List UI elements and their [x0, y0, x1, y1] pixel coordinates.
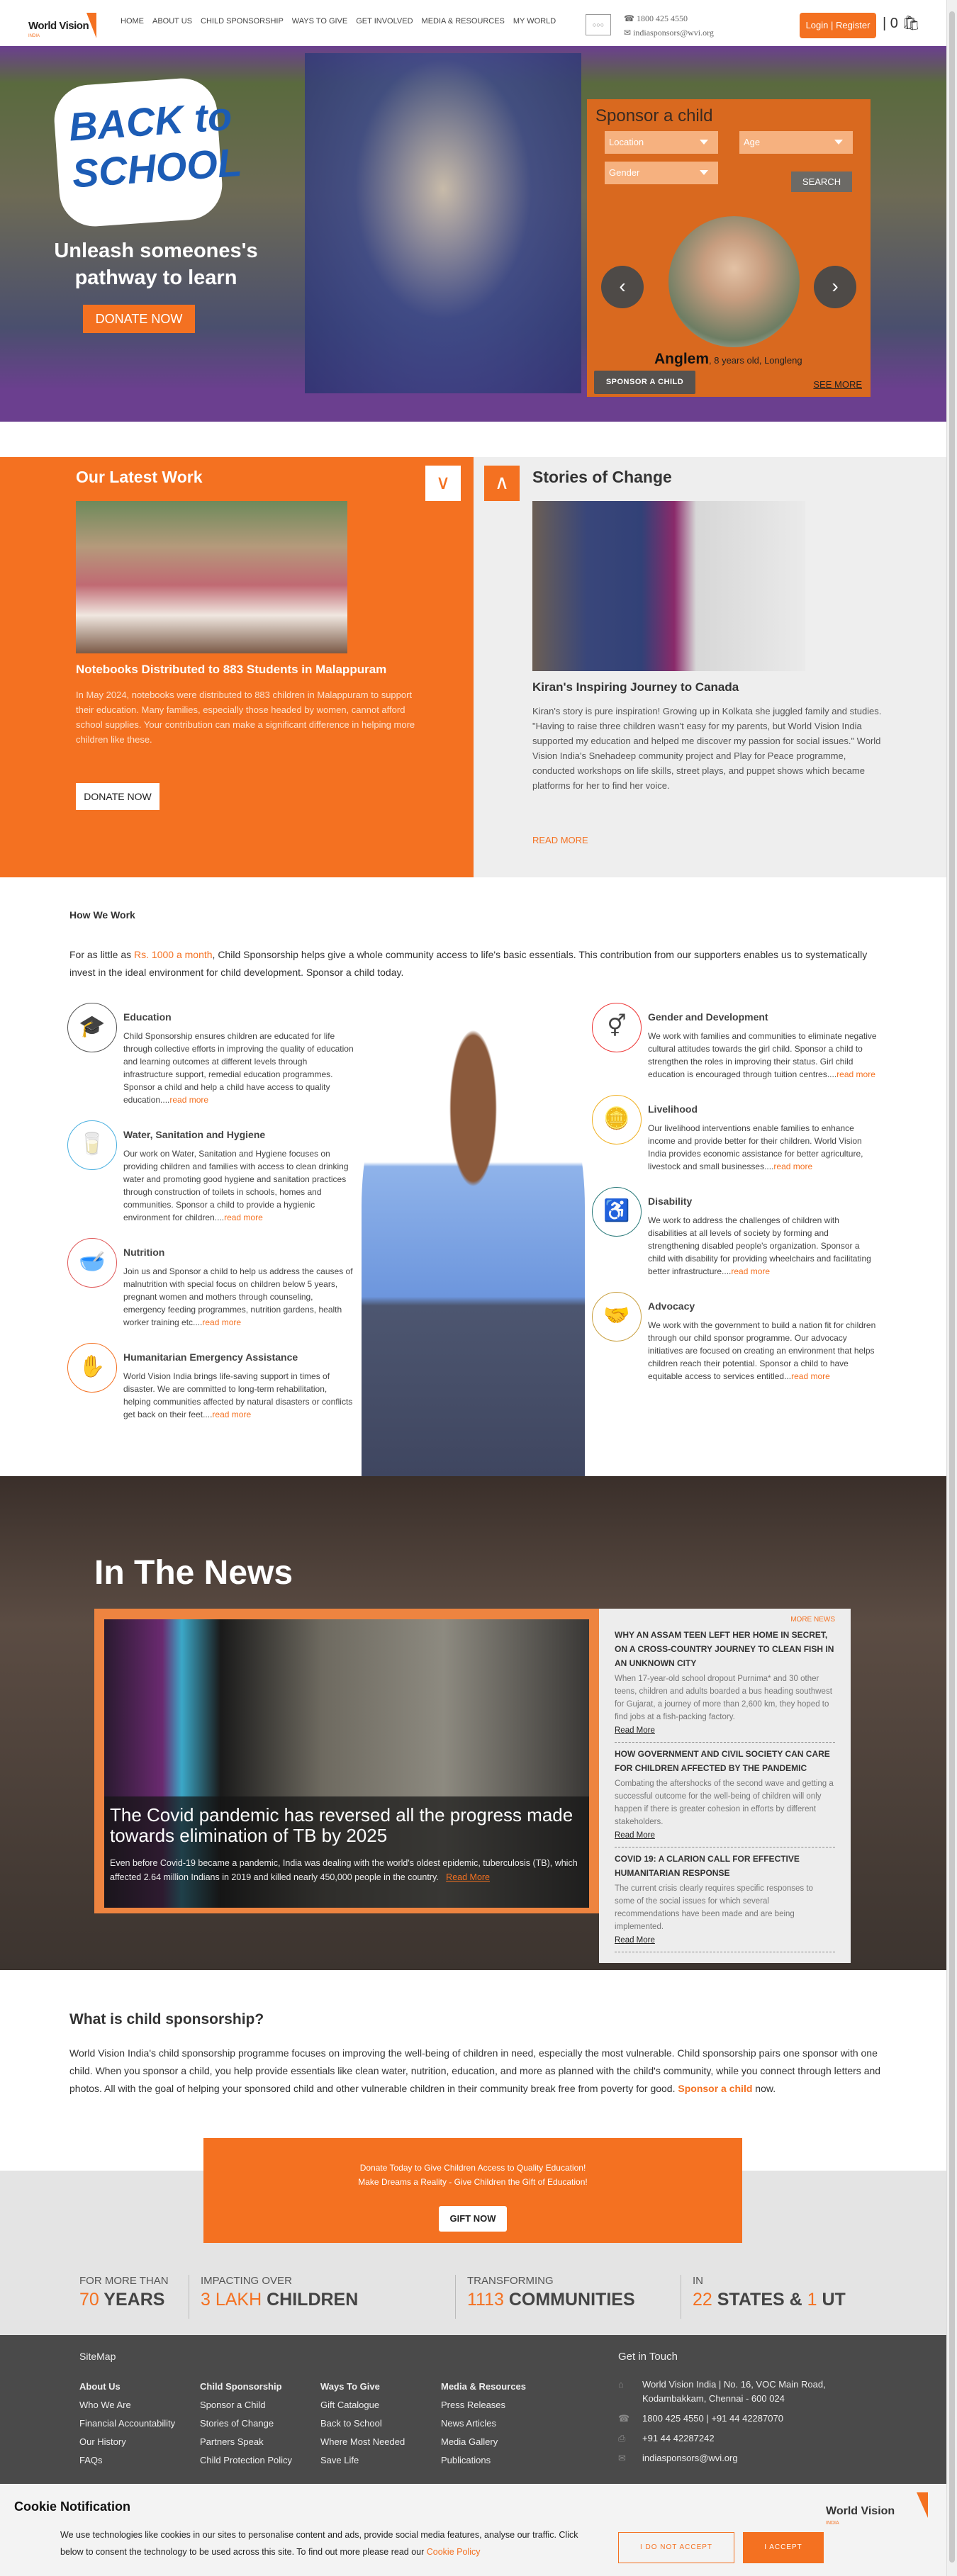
nav-my-world[interactable]: MY WORLD — [513, 17, 556, 26]
work-area-item: ✋ Humanitarian Emergency Assistance World Vision India brings life-saving support in times of disaster. We are committed to long-term rehabilitation, helping communities affected by natural disasters or conflicts get back on their feet....read more — [67, 1343, 354, 1421]
latest-work-article-title[interactable]: Notebooks Distributed to 883 Students in Malappuram — [76, 663, 387, 676]
more-menu-button[interactable]: ○○○ — [586, 14, 611, 35]
donate-now-button[interactable]: DONATE NOW — [76, 783, 160, 810]
news-list-item: HOW GOVERNMENT AND CIVIL SOCIETY CAN CARE FOR CHILDREN AFFECTED BY THE PANDEMIC Combating the aftershocks of the second wave and getting a successful outcome for the well-being of children will only happen if there is greater cohesion in efforts by different stakeholders. Read More — [615, 1743, 835, 1847]
stories-title: Stories of Change — [532, 468, 672, 486]
footer-link[interactable]: Media Gallery — [441, 2436, 498, 2447]
donate-banner: Donate Today to Give Children Access to Quality Education! Make Dreams a Reality - Give Children the Gift of Education! GIFT NOW — [203, 2138, 742, 2243]
work-area-item: 🎓 Education Child Sponsorship ensures children are educated for life through collective efforts in improving the quality of education and learning outcomes at different levels through infrastructure support, remedial education programmes. Sponsor a child and help a child have access to quality education....read more — [67, 1003, 354, 1106]
nav-get-involved[interactable]: GET INVOLVED — [356, 17, 413, 26]
sponsor-title: Sponsor a child — [595, 106, 713, 125]
fax-icon: ⎙ — [618, 2433, 626, 2443]
page-scrollbar[interactable] — [946, 0, 957, 2576]
phone-icon: ☎ — [618, 2413, 630, 2424]
footer-link[interactable]: Who We Are — [79, 2400, 131, 2410]
cookie-policy-link[interactable]: Cookie Policy — [426, 2547, 481, 2557]
latest-work-article-body: In May 2024, notebooks were distributed to 883 children in Malappuram to support their education. Many families, especially those headed by women, cannot afford school supplies. Your contribution can make a significant difference in helping more children like these. — [76, 690, 415, 745]
next-arrow-icon[interactable]: › — [814, 266, 856, 308]
stat-years: FOR MORE THAN 70 YEARS — [79, 2275, 169, 2310]
latest-work-image — [76, 501, 347, 653]
footer-phone: ☎ 1800 425 4550 | +91 44 42287070 — [618, 2412, 783, 2426]
stories-image — [532, 501, 805, 671]
latest-work-section — [0, 457, 474, 877]
footer-link[interactable]: News Articles — [441, 2418, 497, 2429]
cart-count: 0 — [890, 16, 898, 31]
footer-link[interactable]: Publications — [441, 2455, 491, 2465]
work-area-item: 🪙 Livelihood Our livelihood interventions enable families to enhance income and provide better for their children. World Vision India provides economic assistance for better agriculture, livestock and small businesses....read more — [592, 1095, 879, 1173]
mail-icon: ✉ — [624, 28, 634, 38]
more-news-panel — [599, 1609, 851, 1963]
login-register-button[interactable]: Login | Register — [800, 13, 876, 38]
cart[interactable]: | 0 🛍 — [883, 16, 920, 31]
featured-read-more-link[interactable]: Read More — [446, 1872, 491, 1882]
work-area-item: ♿ Disability We work to address the challenges of children with disabilities at all levels of society by forming and strengthening disabled people's organization. Sponsor a child with disability for providing wheelchairs and facilitating better infrastructure....read more — [592, 1187, 879, 1278]
footer-email[interactable]: ✉ indiasponsors@wvi.org — [618, 2451, 738, 2465]
work-areas-left-column — [67, 1003, 354, 1421]
work-area-item: 🤝 Advocacy We work with the government to build a nation fit for children through our child sponsor programme. Our advocacy initiatives are focused on creating an environment that helps children reach their potential. Sponsor a child to have equitable access to services entitled...read more — [592, 1292, 879, 1383]
hero-children-image — [305, 53, 581, 393]
how-we-work-intro: For as little as Rs. 1000 a month, Child Sponsorship helps give a whole community access to life's basic essentials. This contribution from our supporters enables us to systematically invest in the ideal environment for child development. Sponsor a child today. — [69, 949, 868, 978]
footer-link[interactable]: Back to School — [320, 2418, 382, 2429]
work-area-icon: ⚥ — [592, 1003, 642, 1052]
decline-cookies-button[interactable]: I DO NOT ACCEPT — [618, 2532, 734, 2563]
chevron-down-icon — [700, 170, 708, 175]
cookie-text: We use technologies like cookies in our sites to personalise content and ads, provide social media features, analyse our traffic. Click below to consent the technology to be used across this site. To find out more please read our Cookie Policy — [60, 2530, 578, 2557]
read-more-link[interactable]: Read More — [615, 1831, 655, 1840]
what-is-sponsorship-title: What is child sponsorship? — [69, 2011, 264, 2027]
nav-about-us[interactable]: ABOUT US — [152, 17, 193, 26]
back-to-school-badge: BACK to SCHOOL — [52, 76, 224, 229]
search-button[interactable]: SEARCH — [791, 171, 852, 192]
footer-link[interactable]: Sponsor a Child — [200, 2400, 266, 2410]
chevron-down-icon — [700, 140, 708, 145]
stories-article-title[interactable]: Kiran's Inspiring Journey to Canada — [532, 680, 739, 694]
nav-child-sponsorship[interactable]: CHILD SPONSORSHIP — [201, 17, 284, 26]
hero-donate-button[interactable]: DONATE NOW — [83, 305, 195, 333]
read-more-link[interactable]: read more — [731, 1266, 771, 1276]
sponsor-a-child-button[interactable]: SPONSOR A CHILD — [594, 371, 695, 394]
footer-column: Ways To Give Gift Catalogue Back to School Where Most Needed Save Life — [320, 2378, 405, 2470]
work-area-item: 🥛 Water, Sanitation and Hygiene Our work on Water, Sanitation and Hygiene focuses on providing children and families with access to clean drinking water and promoting good hygiene and sanitation practices through construction of toilets in schools, homes and communities. Sponsor a child to provide a hygienic environment for children....read more — [67, 1120, 354, 1224]
what-is-sponsorship-body: World Vision India's child sponsorship programme focuses on improving the well-being of children in need, especially the most vulnerable. Child sponsorship pairs one sponsor with one child. When you sponsor a child, you help provide essentials like clean water, nutrition, education, and more as planned with the child's community, while you connect through letters and photos. All with the goal of helping your sponsored child and other vulnerable children in their community break free from poverty for good. Sponsor a child now. — [69, 2047, 881, 2094]
stat-communities: TRANSFORMING 1113 COMMUNITIES — [455, 2275, 635, 2319]
child-details: Anglem, 8 years old, Longleng — [654, 351, 802, 367]
work-area-item: ⚥ Gender and Development We work with families and communities to eliminate negative cultural attitudes towards the girl child. Sponsor a child to strengthen the roles in improving their status. Girl child education is encouraged through tuition centres....read more — [592, 1003, 879, 1081]
gift-now-button[interactable]: GIFT NOW — [439, 2206, 507, 2232]
nav-ways-to-give[interactable]: WAYS TO GIVE — [291, 17, 348, 26]
header-contact: ☎ 1800 425 4550 ✉ indiasponsors@wvi.org — [624, 13, 714, 38]
footer-link[interactable]: Our History — [79, 2436, 126, 2447]
scrollbar-thumb[interactable] — [949, 11, 955, 2563]
read-more-link[interactable]: read more — [836, 1069, 875, 1079]
get-in-touch-title: Get in Touch — [618, 2351, 678, 2363]
read-more-link[interactable]: read more — [202, 1317, 242, 1327]
footer-link[interactable]: Where Most Needed — [320, 2436, 405, 2447]
work-area-icon: 🤝 — [592, 1292, 642, 1342]
work-area-icon: 🥣 — [67, 1238, 117, 1288]
child-holding-books-image — [362, 1028, 585, 1476]
footer-link[interactable]: Stories of Change — [200, 2418, 274, 2429]
footer-link[interactable]: Save Life — [320, 2455, 359, 2465]
location-select[interactable]: Location — [605, 131, 718, 154]
work-area-icon: 🪙 — [592, 1095, 642, 1144]
news-list-item: COVID 19: A CLARION CALL FOR EFFECTIVE HUMANITARIAN RESPONSE The current crisis clearly requires specific responses to some of the social issues for which several recommendations have been made and are being implemented. Read More — [615, 1847, 835, 1952]
footer-link[interactable]: FAQs — [79, 2455, 103, 2465]
footer-address: ⌂ World Vision India | No. 16, VOC Main Road, Kodambakkam, Chennai - 600 024 — [618, 2378, 888, 2406]
featured-news-title[interactable]: The Covid pandemic has reversed all the progress made towards elimination of TB by 2025 — [110, 1804, 573, 1846]
hero-banner — [0, 46, 946, 422]
read-more-link[interactable]: read more — [212, 1410, 252, 1419]
nav-media-resources[interactable]: MEDIA & RESOURCES — [421, 17, 505, 26]
prev-arrow-icon[interactable]: ‹ — [601, 266, 644, 308]
read-more-link[interactable]: read more — [773, 1162, 813, 1171]
footer-fax: ⎙ +91 44 42287242 — [618, 2431, 715, 2446]
more-news-link[interactable]: MORE NEWS — [790, 1616, 835, 1624]
hero-tagline: Unleash someones's pathway to learn — [54, 240, 258, 289]
work-area-icon: ♿ — [592, 1187, 642, 1237]
sitemap-title: SiteMap — [79, 2351, 116, 2362]
chevron-down-icon — [834, 140, 843, 145]
phone-icon: ☎ — [624, 13, 637, 23]
stories-article-body: Kiran's story is pure inspiration! Growing up in Kolkata she juggled family and studies. "Having to raise three children wasn't easy for my parents, but World Vision India supported my education and helped me discover my passion for social issues." World Vision India's Snehadeep community project and Play for Peace programme, conducted workshops on life skills, street plays, and puppet shows which became platforms for her to find her voice. — [532, 706, 882, 791]
cookie-notification — [0, 2484, 946, 2576]
read-more-link[interactable]: Read More — [615, 1726, 655, 1735]
mail-icon: ✉ — [618, 2453, 626, 2463]
sponsor-a-child-link[interactable]: Sponsor a child — [678, 2083, 753, 2094]
footer-link[interactable]: Financial Accountability — [79, 2418, 176, 2429]
sponsor-child-panel — [587, 99, 871, 397]
footer-link[interactable]: Gift Catalogue — [320, 2400, 380, 2410]
site-footer — [0, 2335, 946, 2484]
footer-link[interactable]: Child Protection Policy — [200, 2455, 293, 2465]
stat-children: IMPACTING OVER 3 LAKH CHILDREN — [189, 2275, 358, 2319]
read-more-link[interactable]: READ MORE — [532, 835, 588, 845]
how-we-work-title: How We Work — [69, 909, 135, 921]
read-more-link[interactable]: read more — [224, 1213, 263, 1222]
stories-of-change-section — [474, 457, 946, 877]
latest-work-title: Our Latest Work — [76, 468, 203, 486]
footer-link[interactable]: Press Releases — [441, 2400, 506, 2410]
footer-column: Media & Resources Press Releases News Articles Media Gallery Publications — [441, 2378, 526, 2470]
stat-states: IN 22 STATES & 1 UT — [681, 2275, 846, 2319]
work-area-icon: 🥛 — [67, 1120, 117, 1170]
read-more-link[interactable]: read more — [169, 1095, 209, 1105]
footer-link[interactable]: Partners Speak — [200, 2436, 264, 2447]
cookie-world-vision-logo: World Vision INDIA — [826, 2492, 932, 2528]
read-more-link[interactable]: Read More — [615, 1936, 655, 1945]
footer-column: About Us Who We Are Financial Accountability Our History FAQs — [79, 2378, 175, 2470]
chevron-down-icon[interactable]: ∨ — [425, 466, 461, 501]
shopping-bag-icon: 🛍 — [902, 16, 920, 31]
featured-news-image: The Covid pandemic has reversed all the progress made towards elimination of TB by 2025 Even before Covid-19 became a pandemic, India was dealing with the world's oldest epidemic, tuberculosis (TB), which affected 2.64 million Indians in 2019 and killed nearly 450,000 people in the country. Read More — [104, 1619, 589, 1908]
cookie-title: Cookie Notification — [14, 2499, 131, 2514]
work-area-item: 🥣 Nutrition Join us and Sponsor a child to help us address the causes of malnutrition with special focus on children below 5 years, pregnant women and mothers through counseling, emergency feeding programmes, nutrition gardens, health worker training etc....read more — [67, 1238, 354, 1329]
featured-news — [94, 1609, 599, 1913]
nav-home[interactable]: HOME — [121, 17, 144, 26]
site-header — [0, 0, 946, 46]
age-select[interactable]: Age — [739, 131, 853, 154]
main-nav — [121, 17, 556, 26]
accept-cookies-button[interactable]: I ACCEPT — [743, 2532, 824, 2563]
chevron-up-icon[interactable]: ∧ — [484, 466, 520, 501]
news-list-item: WHY AN ASSAM TEEN LEFT HER HOME IN SECRET, ON A CROSS-COUNTRY JOURNEY TO CLEAN FISH IN AN UNKNOWN CITY When 17-year-old school dropout Purnima* and 30 other teens, children and adults boarded a bus heading southwest for Gujarat, a journey of more than 2,600 km, they hoped to find jobs at a fish-packing factory. Read More — [615, 1624, 835, 1743]
work-areas-right-column — [592, 1003, 879, 1383]
gender-select[interactable]: Gender — [605, 162, 718, 184]
world-vision-logo[interactable]: World Vision INDIA — [28, 13, 99, 38]
home-icon: ⌂ — [618, 2379, 624, 2390]
read-more-link[interactable]: read more — [791, 1371, 830, 1381]
work-area-icon: 🎓 — [67, 1003, 117, 1052]
footer-column: Child Sponsorship Sponsor a Child Stories of Change Partners Speak Child Protection Policy — [200, 2378, 292, 2470]
in-the-news-title: In The News — [94, 1554, 293, 1592]
see-more-link[interactable]: SEE MORE — [813, 379, 862, 390]
work-area-icon: ✋ — [67, 1343, 117, 1393]
child-photo — [668, 216, 800, 347]
